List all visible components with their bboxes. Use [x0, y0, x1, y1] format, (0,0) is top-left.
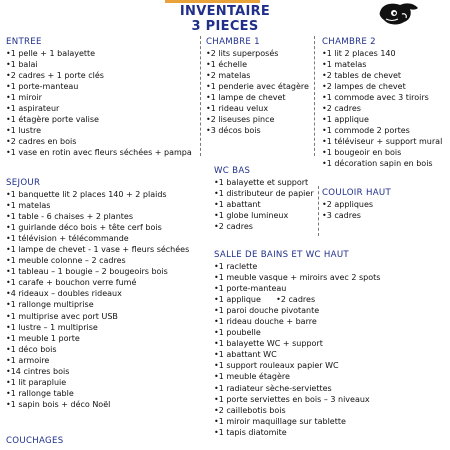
list-item: •2 cadres + 1 porte clés	[6, 71, 104, 81]
section-title: SALLE DE BAINS ET WC HAUT	[214, 250, 349, 260]
list-item: •1 étagère porte valise	[6, 115, 99, 125]
column-divider	[314, 36, 315, 156]
list-item: •1 bougeoir en bois	[322, 148, 402, 158]
list-item: •1 décoration sapin en bois	[322, 159, 433, 169]
list-item: •1 lit 2 places 140	[322, 49, 396, 58]
list-item: •1 table - 6 chaises + 2 plantes	[6, 212, 133, 222]
section-salle-de-bains	[214, 250, 380, 438]
section-title: COULOIR HAUT	[322, 188, 392, 198]
list-item: •1 matelas	[6, 201, 51, 211]
page-title: INVENTAIRE	[179, 4, 271, 19]
list-item: •1 carafe + bouchon verre fumé	[6, 278, 137, 288]
list-item: •1 applique •2 cadres	[214, 295, 316, 305]
section-couchages	[6, 436, 64, 447]
section-title: SEJOUR	[6, 178, 41, 188]
list-item: •2 cadres	[214, 222, 253, 232]
list-item: •1 meuble colonne – 2 cadres	[6, 256, 126, 266]
list-item: •2 liseuses pince	[206, 115, 275, 125]
list-item: •1 lampe de chevet	[206, 93, 286, 103]
list-item: •1 distributeur de papier	[214, 189, 314, 199]
item-list	[6, 48, 192, 158]
list-item: •1 lit parapluie	[6, 377, 67, 387]
list-item: •1 lampe de chevet - 1 vase + fleurs séchées	[6, 245, 190, 255]
column-divider	[200, 36, 201, 156]
section-chambre-1	[206, 37, 309, 136]
list-item: •1 porte-manteau	[6, 82, 79, 92]
item-list	[322, 48, 442, 170]
list-item: •1 commode 2 portes	[322, 126, 410, 136]
list-item: •2 matelas	[206, 71, 251, 81]
list-item: •1 pelle + 1 balayette	[6, 49, 96, 58]
list-item: •1 commode avec 3 tiroirs	[322, 93, 429, 103]
list-item: •1 rallonge multiprise	[6, 300, 94, 310]
list-item: •1 balayette et support	[214, 178, 309, 187]
list-item: •1 armoire	[6, 355, 50, 365]
section-title: CHAMBRE 2	[322, 37, 376, 47]
list-item: •2 lits superposés	[206, 49, 279, 58]
list-item: •1 applique	[322, 115, 369, 125]
list-item: •1 échelle	[206, 60, 248, 70]
list-item: •1 meuble 1 porte	[6, 333, 80, 343]
list-item: •1 meuble vasque + miroirs avec 2 spots	[214, 273, 381, 283]
list-item: •1 lustre	[6, 126, 41, 136]
section-entree	[6, 37, 192, 158]
list-item: •1 sapin bois + déco Noël	[6, 399, 111, 409]
list-item: •1 porte serviettes en bois – 3 niveaux	[214, 394, 370, 404]
list-item: •1 porte-manteau	[214, 284, 287, 294]
black-creature-logo-icon	[376, 0, 420, 28]
list-item: •1 radiateur sèche-serviettes	[214, 383, 332, 393]
section-title: ENTREE	[6, 37, 42, 47]
list-item: •1 lustre – 1 multiprise	[6, 322, 98, 332]
list-item: •1 abattant WC	[214, 350, 277, 360]
list-item: •2 caillebotis bois	[214, 405, 286, 415]
item-list	[214, 177, 314, 232]
list-item: •1 abattant	[214, 200, 261, 210]
list-item: •1 tapis diatomite	[214, 427, 287, 437]
item-list	[206, 48, 309, 136]
list-item: •1 rideau douche + barre	[214, 317, 317, 327]
list-item: •14 cintres bois	[6, 366, 70, 376]
column-divider	[318, 186, 319, 236]
list-item: •1 aspirateur	[6, 104, 60, 114]
section-title: COUCHAGES	[6, 436, 64, 446]
list-item: •1 vase en rotin avec fleurs séchées + pampa	[6, 148, 192, 158]
list-item: •1 poubelle	[214, 328, 261, 338]
list-item: •1 multiprise avec port USB	[6, 311, 118, 321]
list-item: •2 cadres en bois	[6, 137, 77, 147]
list-item: •1 raclette	[214, 262, 258, 271]
item-list	[214, 261, 380, 438]
list-item: •1 meuble étagère	[214, 372, 290, 382]
list-item: •1 penderie avec étagère	[206, 82, 309, 92]
list-item: •1 télévision + télécommande	[6, 234, 129, 244]
list-item: •1 paroi douche pivotante	[214, 306, 320, 316]
section-title: WC BAS	[214, 166, 251, 176]
list-item: •1 matelas	[322, 60, 367, 70]
list-item: •1 balayette WC + support	[214, 339, 323, 349]
page-subtitle: 3 PIECES	[191, 19, 259, 34]
list-item: •1 support rouleaux papier WC	[214, 361, 339, 371]
list-item: •2 tables de chevet	[322, 71, 402, 81]
list-item: •2 lampes de chevet	[322, 82, 406, 92]
list-item: •1 miroir	[6, 93, 42, 103]
list-item: •4 rideaux – doubles rideaux	[6, 289, 122, 299]
list-item: •1 banquette lit 2 places 140 + 2 plaids	[6, 190, 167, 199]
list-item: •1 miroir maquillage sur tablette	[214, 416, 346, 426]
section-wc-bas	[214, 166, 314, 232]
item-list	[6, 189, 189, 410]
list-item: •2 appliques	[322, 200, 374, 209]
section-sejour	[6, 178, 189, 410]
list-item: •1 téléviseur + support mural	[322, 137, 443, 147]
list-item: •1 guirlande déco bois + tête cerf bois	[6, 223, 162, 233]
accent-bar	[165, 0, 260, 3]
list-item: •2 cadres	[322, 104, 361, 114]
list-item: •3 décos bois	[206, 126, 261, 136]
list-item: •1 rallonge table	[6, 388, 74, 398]
list-item: •1 déco bois	[6, 344, 57, 354]
section-couloir-haut	[322, 188, 391, 221]
list-item: •1 globe lumineux	[214, 211, 289, 221]
list-item: •1 tableau – 1 bougie – 2 bougeoirs bois	[6, 267, 168, 277]
list-item: •3 cadres	[322, 211, 361, 221]
section-title: CHAMBRE 1	[206, 37, 260, 47]
section-chambre-2	[322, 37, 442, 170]
list-item: •1 balai	[6, 60, 38, 70]
item-list	[322, 199, 391, 221]
list-item: •1 rideau velux	[206, 104, 269, 114]
